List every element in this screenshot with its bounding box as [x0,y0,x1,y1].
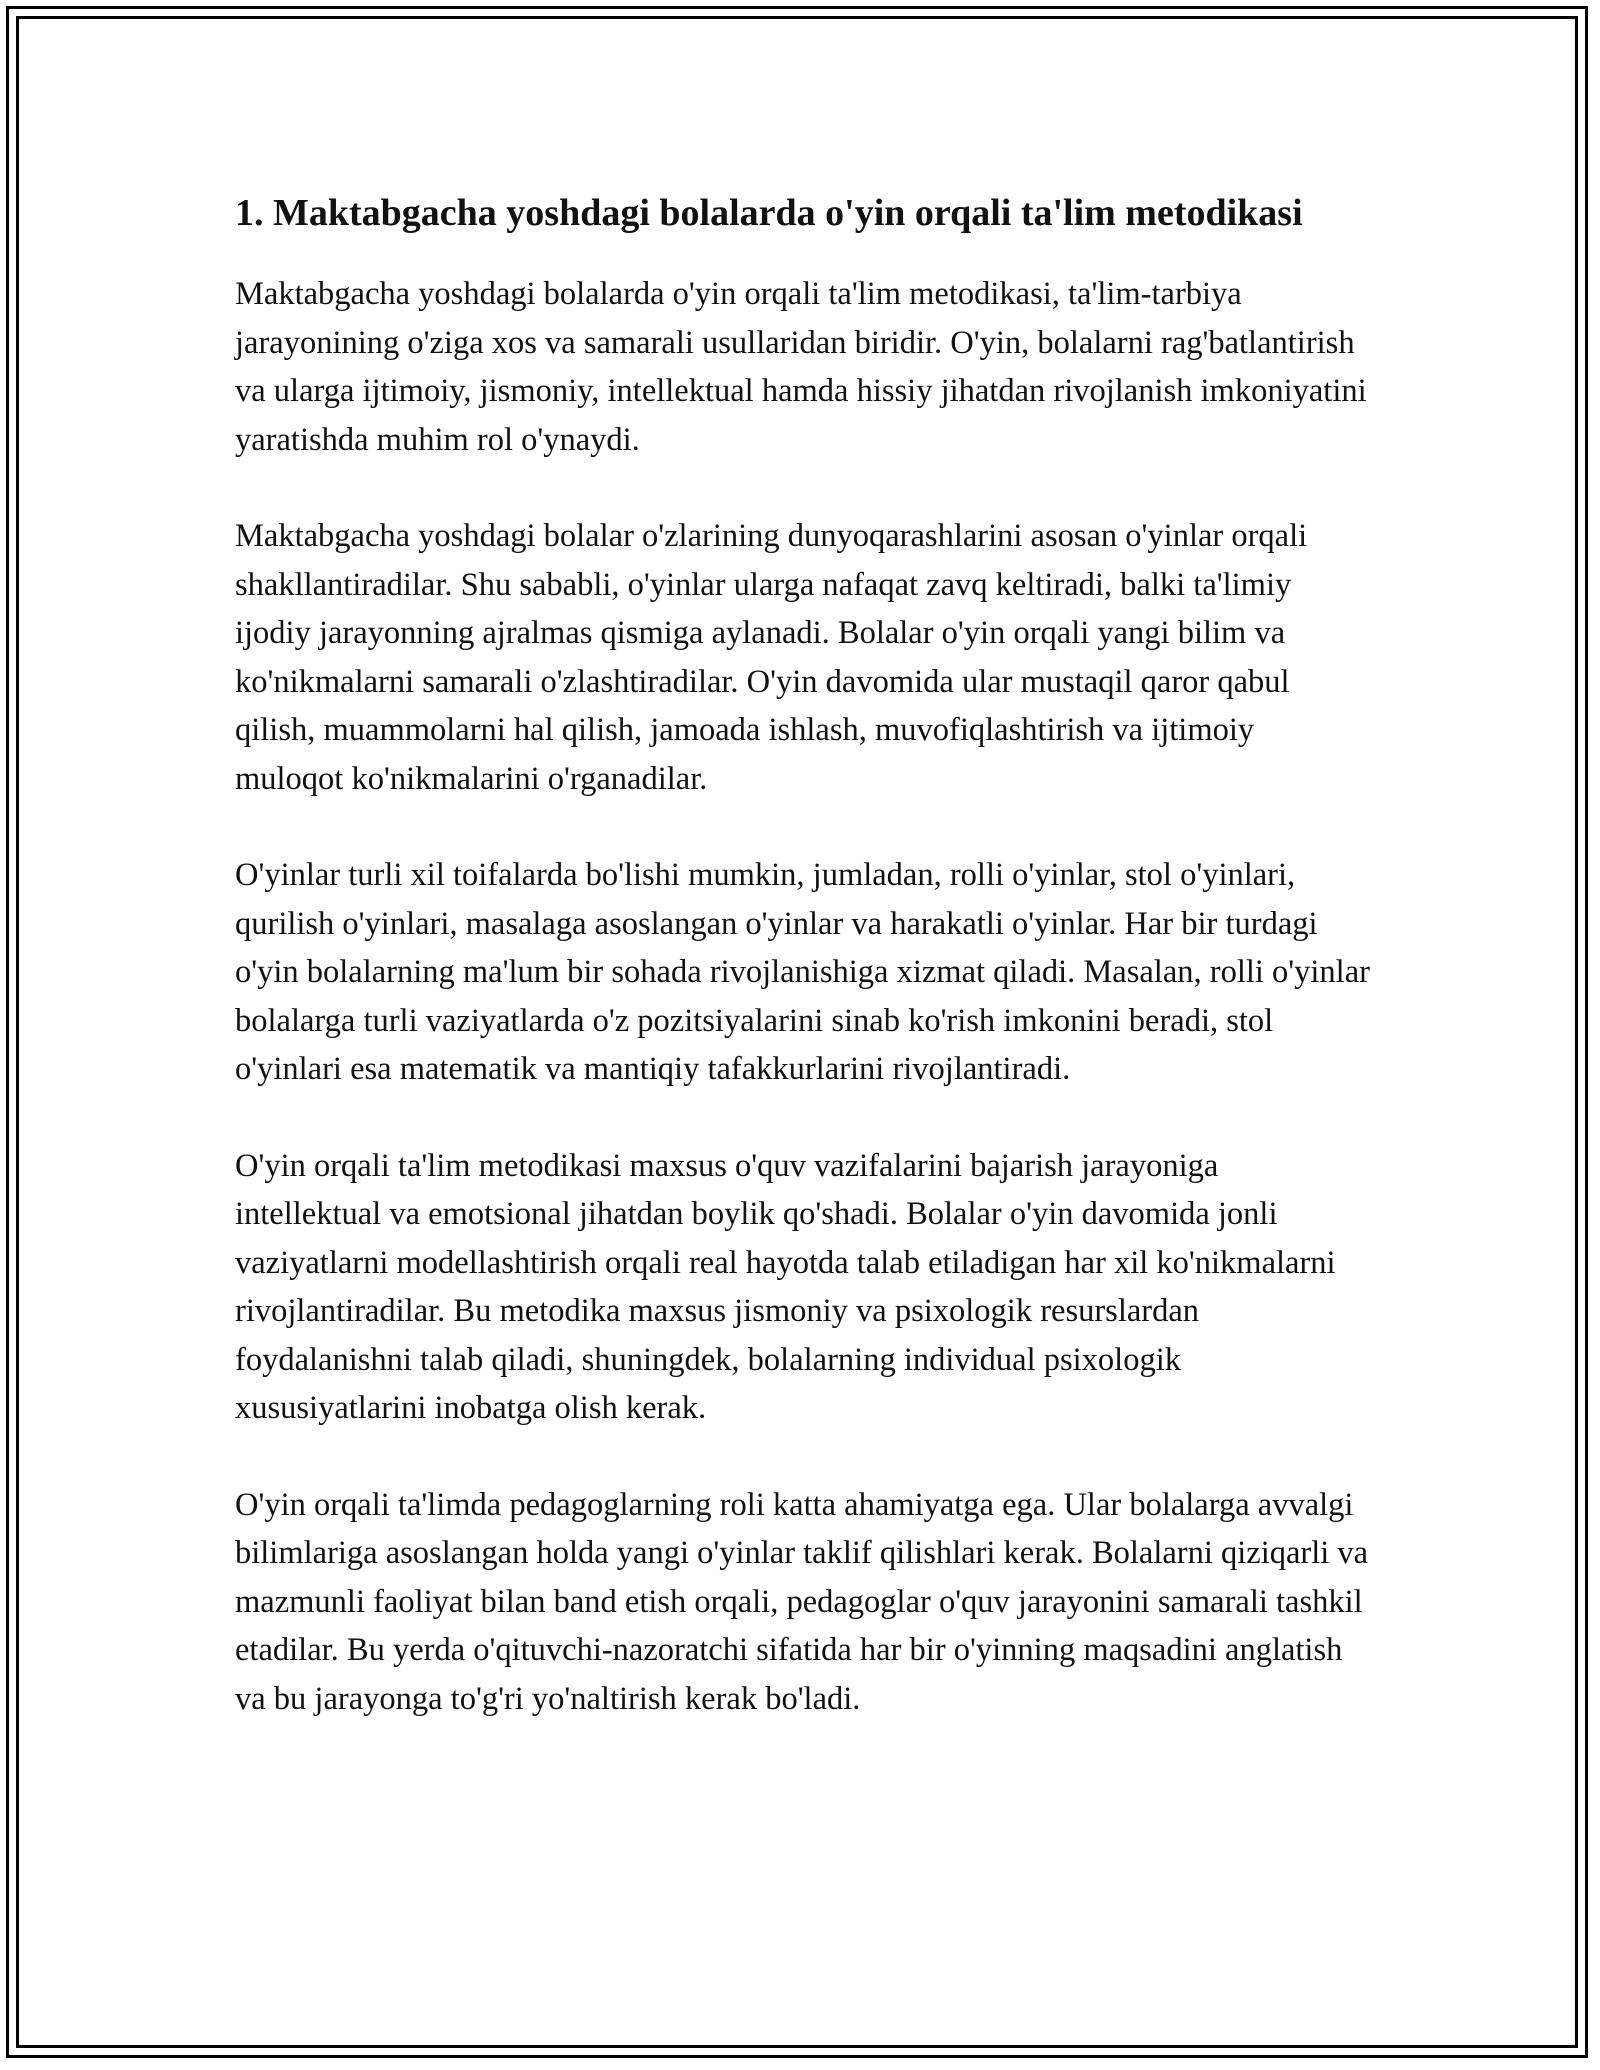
paragraph-game-types: O'yinlar turli xil toifalarda bo'lishi mumkin, jumladan, rolli o'yinlar, stol o'yinlari, qurilish o'yinlari, masalaga asoslangan o'yinlar va harakatli o'yinlar. Har bir turdagi o'yin bolalarning ma'lum bir sohada rivojlanishiga xizmat qiladi. Masalan, rolli o'yinlar bolalarga turli vaziyatlarda o'z pozitsiyalarini sinab ko'rish imkonini beradi, stol o'yinlari esa matematik va mantiqiy tafakkurlarini rivojlantiradi. [235,857,1370,1087]
paragraph-methodology: O'yin orqali ta'lim metodikasi maxsus o'quv vazifalarini bajarish jarayoniga intellektual va emotsional jihatdan boylik qo'shadi. Bolalar o'yin davomida jonli vaziyatlarni modellashtirish orqali real hayotda talab etiladigan har xil ko'nikmalarni rivojlantiradilar. Bu metodika maxsus jismoniy va psixologik resurslardan foydalanishni talab qiladi, shuningdek, bolalarning individual psixologik xususiyatlarini inobatga olish kerak. [235,1147,1336,1426]
paragraph-pedagogues: O'yin orqali ta'limda pedagoglarning roli katta ahamiyatga ega. Ular bolalarga avvalgi bilimlariga asoslangan holda yangi o'yinlar taklif qilishlari kerak. Bolalarni qiziqarli va mazmunli faoliyat bilan band etish orqali, pedagoglar o'quv jarayonini samarali tashkil etadilar. Bu yerda o'qituvchi-nazoratchi sifatida har bir o'yinning maqsadini anglatish va bu jarayonga to'g'ri yo'naltirish kerak bo'ladi. [235,1486,1369,1717]
paragraph-worldview: Maktabgacha yoshdagi bolalar o'zlarining dunyoqarashlarini asosan o'yinlar orqali shakllantiradilar. Shu sababli, o'yinlar ularga nafaqat zavq keltiradi, balki ta'limiy ijodiy jarayonning ajralmas qismiga aylanadi. Bolalar o'yin orqali yangi bilim va ko'nikmalarni samarali o'zlashtiradilar. O'yin davomida ular mustaqil qaror qabul qilish, muammolarni hal qilish, jamoada ishlash, muvofiqlashtirish va ijtimoiy muloqot ko'nikmalarini o'rganadilar. [235,518,1308,797]
document-body [235,186,1370,1723]
document-title: 1. Maktabgacha yoshdagi bolalarda o'yin orqali ta'lim metodikasi [235,192,1303,234]
paragraph-intro: Maktabgacha yoshdagi bolalarda o'yin orqali ta'lim metodikasi, ta'lim-tarbiya jarayonining o'ziga xos va samarali usullaridan biridir. O'yin, bolalarni rag'batlantirish va ularga ijtimoiy, jismoniy, intellektual hamda hissiy jihatdan rivojlanish imkoniyatini yaratishda muhim rol o'ynaydi. [235,276,1367,458]
